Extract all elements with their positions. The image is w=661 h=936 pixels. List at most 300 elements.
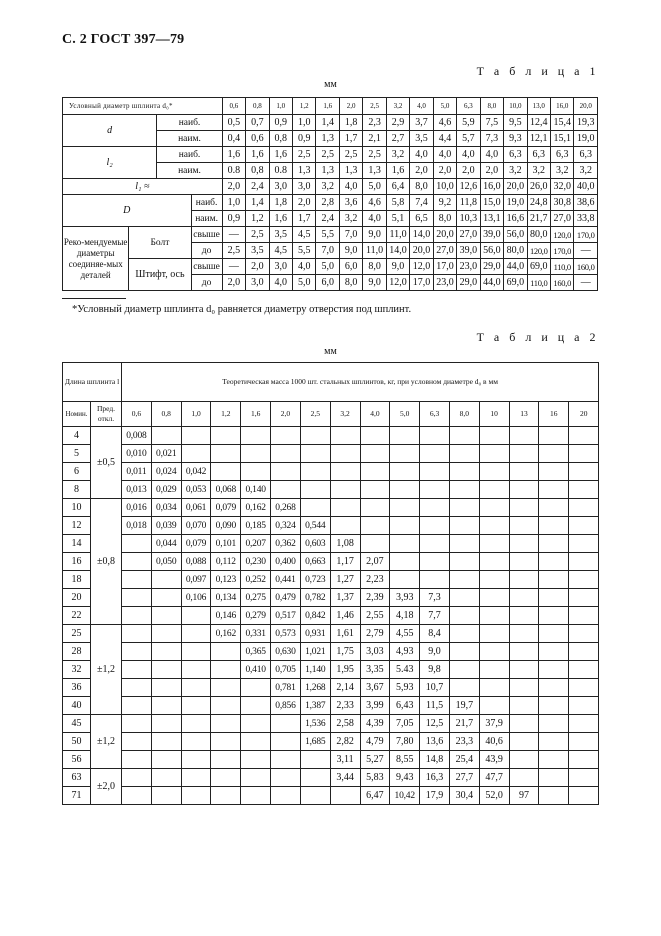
table2-header-row bbox=[63, 363, 599, 402]
table-cell: 6,0 bbox=[339, 259, 362, 275]
table-cell: 37,9 bbox=[479, 715, 509, 733]
table-cell bbox=[539, 661, 569, 679]
table-cell bbox=[479, 463, 509, 481]
table-cell bbox=[509, 517, 539, 535]
footnote: *Условный диаметр шплинта d₀ равняется диаметру отверстия под шплинт. bbox=[72, 304, 412, 315]
table2-length-cell: 4 bbox=[63, 427, 91, 445]
table2-row bbox=[63, 769, 599, 787]
table1-max-label: наиб. bbox=[157, 147, 222, 163]
table-cell: 7,05 bbox=[390, 715, 420, 733]
table-cell: 0,162 bbox=[241, 499, 271, 517]
table-cell: 0,842 bbox=[300, 607, 330, 625]
table2-tolerance-cell: ±0,8 bbox=[91, 499, 122, 625]
table2-tolerance-header: Пред. откл. bbox=[91, 402, 122, 427]
table-cell bbox=[539, 769, 569, 787]
table-cell bbox=[330, 787, 360, 805]
table-cell bbox=[509, 625, 539, 643]
table-cell: 1,3 bbox=[363, 163, 386, 179]
table-cell: 120,0 bbox=[551, 227, 574, 243]
table-cell: 6,43 bbox=[390, 697, 420, 715]
table-cell: 6,3 bbox=[527, 147, 550, 163]
table-cell: 1,0 bbox=[293, 115, 316, 131]
table-cell bbox=[449, 499, 479, 517]
table-cell: 1,387 bbox=[300, 697, 330, 715]
table2-row bbox=[63, 625, 599, 643]
table-cell: 1,685 bbox=[300, 733, 330, 751]
table1-diameter-header: 2,5 bbox=[363, 98, 386, 115]
table-cell: 2,33 bbox=[330, 697, 360, 715]
table-cell: 47,7 bbox=[479, 769, 509, 787]
table1-upto-label: до bbox=[191, 243, 222, 259]
table-cell: 1,3 bbox=[339, 163, 362, 179]
table1-diameter-header: 4,0 bbox=[410, 98, 433, 115]
table-cell: 3,2 bbox=[339, 211, 362, 227]
table2-row bbox=[63, 787, 599, 805]
table-cell bbox=[122, 571, 152, 589]
table2-length-cell: 8 bbox=[63, 481, 91, 499]
table-cell: 3,03 bbox=[360, 643, 390, 661]
table-cell: 4,0 bbox=[480, 147, 503, 163]
table-cell bbox=[449, 463, 479, 481]
table-cell: 52,0 bbox=[479, 787, 509, 805]
table-cell: 4,0 bbox=[269, 275, 292, 291]
table2-row bbox=[63, 661, 599, 679]
table-cell bbox=[211, 661, 241, 679]
table-cell: 1,021 bbox=[300, 643, 330, 661]
table-cell: 5,93 bbox=[390, 679, 420, 697]
table2-length-cell: 20 bbox=[63, 589, 91, 607]
table-cell bbox=[509, 481, 539, 499]
table2-row bbox=[63, 481, 599, 499]
table-cell bbox=[211, 445, 241, 463]
table-cell bbox=[479, 589, 509, 607]
table-cell: 14,0 bbox=[386, 243, 409, 259]
table2-header-row bbox=[63, 402, 599, 427]
table1-diameter-header: 1,6 bbox=[316, 98, 339, 115]
table-cell: 24,8 bbox=[527, 195, 550, 211]
table-cell bbox=[479, 571, 509, 589]
table-cell: 3,2 bbox=[316, 179, 339, 195]
table-cell bbox=[122, 607, 152, 625]
table-cell: 2,79 bbox=[360, 625, 390, 643]
table-cell: 20,0 bbox=[504, 179, 527, 195]
table-cell: 5,9 bbox=[457, 115, 480, 131]
table-cell bbox=[539, 697, 569, 715]
table-cell: 8,0 bbox=[339, 275, 362, 291]
table-cell bbox=[360, 535, 390, 553]
table2-diameter-header: 5,0 bbox=[390, 402, 420, 427]
table2-diameter-header: 2,0 bbox=[271, 402, 301, 427]
table-cell bbox=[569, 697, 599, 715]
table-cell: 40,0 bbox=[574, 179, 598, 195]
table-cell: 4,79 bbox=[360, 733, 390, 751]
table-cell: 2,5 bbox=[339, 147, 362, 163]
table-cell bbox=[509, 535, 539, 553]
table-cell bbox=[122, 535, 152, 553]
table2-row bbox=[63, 697, 599, 715]
table-cell bbox=[509, 499, 539, 517]
table1-row bbox=[63, 179, 598, 195]
table-cell bbox=[181, 427, 211, 445]
table-cell: 3,0 bbox=[293, 179, 316, 195]
table2-row bbox=[63, 463, 599, 481]
table-cell bbox=[151, 697, 181, 715]
table-cell bbox=[390, 481, 420, 499]
table-cell: 1,3 bbox=[316, 163, 339, 179]
table-cell: 2,0 bbox=[246, 259, 269, 275]
table-cell: 5,0 bbox=[316, 259, 339, 275]
table-cell: 2,14 bbox=[330, 679, 360, 697]
table-cell bbox=[569, 679, 599, 697]
table1-header-label: Условный диаметр шплинта d₀* bbox=[63, 98, 223, 115]
table-cell bbox=[271, 427, 301, 445]
table-cell bbox=[181, 787, 211, 805]
table-cell bbox=[181, 715, 211, 733]
table-cell: 9,3 bbox=[504, 131, 527, 147]
table-cell: 7,3 bbox=[420, 589, 450, 607]
table-cell bbox=[479, 535, 509, 553]
table-cell: 2,4 bbox=[316, 211, 339, 227]
table-cell bbox=[241, 697, 271, 715]
table-cell: 1,08 bbox=[330, 535, 360, 553]
table-cell: 3,0 bbox=[269, 259, 292, 275]
table-cell: 0,013 bbox=[122, 481, 152, 499]
table-cell: 3,93 bbox=[390, 589, 420, 607]
table-cell bbox=[122, 625, 152, 643]
table-cell: 21,7 bbox=[527, 211, 550, 227]
table1-diameter-header: 20,0 bbox=[574, 98, 598, 115]
table-cell bbox=[539, 589, 569, 607]
table-cell bbox=[211, 751, 241, 769]
table-cell bbox=[122, 589, 152, 607]
table-cell bbox=[300, 499, 330, 517]
table1-diameter-header: 0,6 bbox=[222, 98, 245, 115]
table-cell bbox=[151, 607, 181, 625]
table2-diameter-header: 0,6 bbox=[122, 402, 152, 427]
table-cell bbox=[539, 715, 569, 733]
table-cell bbox=[122, 733, 152, 751]
table1-diameter-header: 13,0 bbox=[527, 98, 550, 115]
table-cell bbox=[151, 427, 181, 445]
table-cell: 17,0 bbox=[433, 259, 456, 275]
table-cell: 0,856 bbox=[271, 697, 301, 715]
table-cell bbox=[479, 445, 509, 463]
table-cell: 2,5 bbox=[246, 227, 269, 243]
table-cell bbox=[569, 733, 599, 751]
table-cell: 5,5 bbox=[316, 227, 339, 243]
table-cell bbox=[181, 445, 211, 463]
table-cell bbox=[509, 643, 539, 661]
table2-length-cell: 12 bbox=[63, 517, 91, 535]
table-cell: 170,0 bbox=[551, 243, 574, 259]
table-cell: 1,17 bbox=[330, 553, 360, 571]
table2-diameter-header: 1,6 bbox=[241, 402, 271, 427]
table-cell: 0,101 bbox=[211, 535, 241, 553]
table-cell: 9,0 bbox=[363, 227, 386, 243]
table-cell bbox=[539, 481, 569, 499]
table-cell: 1,140 bbox=[300, 661, 330, 679]
table-cell: 0,034 bbox=[151, 499, 181, 517]
table-cell bbox=[509, 769, 539, 787]
table-cell bbox=[509, 427, 539, 445]
table-cell: 0,068 bbox=[211, 481, 241, 499]
table-cell: 4,0 bbox=[363, 211, 386, 227]
table-cell: 3,5 bbox=[269, 227, 292, 243]
table2-diameter-header: 13 bbox=[509, 402, 539, 427]
table-cell: 4,93 bbox=[390, 643, 420, 661]
table-cell bbox=[241, 445, 271, 463]
table-cell bbox=[211, 463, 241, 481]
footnote-rule bbox=[62, 298, 126, 299]
table-cell: 0,331 bbox=[241, 625, 271, 643]
table-cell: 8,4 bbox=[420, 625, 450, 643]
table-cell bbox=[271, 481, 301, 499]
table2-unit: мм bbox=[324, 346, 337, 357]
table-cell bbox=[569, 625, 599, 643]
table-cell: 3,44 bbox=[330, 769, 360, 787]
table-cell bbox=[479, 517, 509, 535]
table1-diameter-header: 8,0 bbox=[480, 98, 503, 115]
table-cell bbox=[479, 661, 509, 679]
table-cell: 1,7 bbox=[339, 131, 362, 147]
table-cell: 1,3 bbox=[293, 163, 316, 179]
table-cell bbox=[479, 625, 509, 643]
table-cell bbox=[539, 607, 569, 625]
table-cell bbox=[569, 571, 599, 589]
table-cell: 1,4 bbox=[316, 115, 339, 131]
table-cell bbox=[449, 589, 479, 607]
table-cell bbox=[569, 553, 599, 571]
table2-diameter-header: 20 bbox=[569, 402, 599, 427]
table-cell bbox=[569, 481, 599, 499]
table-cell bbox=[539, 787, 569, 805]
table-cell bbox=[211, 733, 241, 751]
table-cell: 3,0 bbox=[246, 275, 269, 291]
table2-diameter-header: 10 bbox=[479, 402, 509, 427]
table-cell: 44,0 bbox=[480, 275, 503, 291]
table-cell: 17,9 bbox=[420, 787, 450, 805]
table2-caption: Т а б л и ц а 2 bbox=[476, 330, 599, 344]
table-cell: 6,3 bbox=[504, 147, 527, 163]
table-cell: 2,5 bbox=[222, 243, 245, 259]
table-cell: 0,207 bbox=[241, 535, 271, 553]
table-cell: 2,4 bbox=[246, 179, 269, 195]
table2-row bbox=[63, 499, 599, 517]
table1-row bbox=[63, 115, 598, 131]
table-cell bbox=[300, 445, 330, 463]
table-cell bbox=[449, 481, 479, 499]
table-cell bbox=[449, 427, 479, 445]
table-cell: 0,146 bbox=[211, 607, 241, 625]
table-cell: 5,0 bbox=[293, 275, 316, 291]
table-cell: 0,140 bbox=[241, 481, 271, 499]
table-cell: 33,8 bbox=[574, 211, 598, 227]
table-cell: 5,8 bbox=[386, 195, 409, 211]
table-cell: 30,8 bbox=[551, 195, 574, 211]
table-cell: 4,4 bbox=[433, 131, 456, 147]
table-cell bbox=[122, 553, 152, 571]
table-cell: 0,781 bbox=[271, 679, 301, 697]
table-cell: 9,8 bbox=[420, 661, 450, 679]
table-cell bbox=[330, 463, 360, 481]
table-cell: 4,0 bbox=[410, 147, 433, 163]
table2-row bbox=[63, 751, 599, 769]
table2-length-cell: 25 bbox=[63, 625, 91, 643]
table-cell bbox=[569, 589, 599, 607]
table-cell: 0,400 bbox=[271, 553, 301, 571]
table-cell: 0,011 bbox=[122, 463, 152, 481]
table-cell bbox=[509, 661, 539, 679]
table-cell: 0,039 bbox=[151, 517, 181, 535]
table-cell bbox=[479, 697, 509, 715]
table1-pin-label: Штифт, ось bbox=[129, 259, 191, 291]
table2-row bbox=[63, 715, 599, 733]
table2-length-cell: 63 bbox=[63, 769, 91, 787]
table-cell bbox=[390, 553, 420, 571]
table-cell: 110,0 bbox=[527, 275, 550, 291]
table-cell: 7,5 bbox=[480, 115, 503, 131]
table-cell: 27,0 bbox=[551, 211, 574, 227]
table2-diameter-header: 0,8 bbox=[151, 402, 181, 427]
table-cell: 0,705 bbox=[271, 661, 301, 679]
table-cell: 26,0 bbox=[527, 179, 550, 195]
table-cell: 4,0 bbox=[457, 147, 480, 163]
table-cell bbox=[122, 661, 152, 679]
table-cell: 0,324 bbox=[271, 517, 301, 535]
table-cell: 0,090 bbox=[211, 517, 241, 535]
table-cell: 15,1 bbox=[551, 131, 574, 147]
table2-length-cell: 32 bbox=[63, 661, 91, 679]
table-cell bbox=[569, 517, 599, 535]
table-cell: 5,7 bbox=[457, 131, 480, 147]
table-cell: 29,0 bbox=[480, 259, 503, 275]
table1 bbox=[62, 97, 598, 291]
table2-diameter-header: 6,3 bbox=[420, 402, 450, 427]
table-cell: 0,544 bbox=[300, 517, 330, 535]
table-cell bbox=[122, 715, 152, 733]
table1-diameter-header: 1,0 bbox=[269, 98, 292, 115]
table-cell: 2,58 bbox=[330, 715, 360, 733]
table-cell: 1,6 bbox=[386, 163, 409, 179]
table-cell: 1,6 bbox=[222, 147, 245, 163]
table-cell: 0,024 bbox=[151, 463, 181, 481]
table-cell bbox=[509, 679, 539, 697]
table-cell bbox=[569, 769, 599, 787]
table-cell bbox=[151, 661, 181, 679]
table-cell bbox=[271, 787, 301, 805]
table2-diameter-header: 1,2 bbox=[211, 402, 241, 427]
table-cell: 0,162 bbox=[211, 625, 241, 643]
table-cell bbox=[300, 787, 330, 805]
table-cell: 5,83 bbox=[360, 769, 390, 787]
table2-row bbox=[63, 535, 599, 553]
table-cell: 6,4 bbox=[386, 179, 409, 195]
table-cell: 38,6 bbox=[574, 195, 598, 211]
table-cell bbox=[479, 499, 509, 517]
table-cell: 9,0 bbox=[363, 275, 386, 291]
table-cell bbox=[569, 445, 599, 463]
table-cell bbox=[181, 607, 211, 625]
table-cell bbox=[509, 715, 539, 733]
table1-param-label: l₁ ≈ bbox=[63, 179, 223, 195]
table-cell: 5.43 bbox=[390, 661, 420, 679]
table2-diameter-header: 2,5 bbox=[300, 402, 330, 427]
table-cell: 1,2 bbox=[246, 211, 269, 227]
table-cell bbox=[300, 751, 330, 769]
table-cell bbox=[211, 427, 241, 445]
table-cell bbox=[479, 607, 509, 625]
table-cell: 10,42 bbox=[390, 787, 420, 805]
table-cell: 0,042 bbox=[181, 463, 211, 481]
table2-tolerance-cell: ±1,2 bbox=[91, 625, 122, 715]
table-cell bbox=[449, 553, 479, 571]
table-cell: 1,268 bbox=[300, 679, 330, 697]
table-cell: 3,2 bbox=[574, 163, 598, 179]
table1-min-label: наим. bbox=[191, 211, 222, 227]
table-cell bbox=[390, 535, 420, 553]
table-cell bbox=[479, 427, 509, 445]
table1-param-label: d bbox=[63, 115, 157, 147]
table1-min-label: наим. bbox=[157, 131, 222, 147]
table2-diameter-header: 4,0 bbox=[360, 402, 390, 427]
table-cell: 9,2 bbox=[433, 195, 456, 211]
table-cell: 2,1 bbox=[363, 131, 386, 147]
table-cell: 3,11 bbox=[330, 751, 360, 769]
table-cell: 0,5 bbox=[222, 115, 245, 131]
table-cell: 3,2 bbox=[527, 163, 550, 179]
table-cell: 0,517 bbox=[271, 607, 301, 625]
table-cell bbox=[360, 445, 390, 463]
table-cell bbox=[211, 769, 241, 787]
table-cell: 3,2 bbox=[551, 163, 574, 179]
table-cell: 11,0 bbox=[386, 227, 409, 243]
table-cell: 6,3 bbox=[551, 147, 574, 163]
table2 bbox=[62, 362, 599, 805]
table2-length-cell: 28 bbox=[63, 643, 91, 661]
table-cell: 7,0 bbox=[339, 227, 362, 243]
table-cell bbox=[122, 643, 152, 661]
table-cell: 19,7 bbox=[449, 697, 479, 715]
table-cell: 5,1 bbox=[386, 211, 409, 227]
table-cell: 4,5 bbox=[269, 243, 292, 259]
table-cell: 16,3 bbox=[420, 769, 450, 787]
table-cell bbox=[181, 679, 211, 697]
table-cell: 4,39 bbox=[360, 715, 390, 733]
table-cell: 9,0 bbox=[339, 243, 362, 259]
table-cell: 11,5 bbox=[420, 697, 450, 715]
table1-diameter-header: 5,0 bbox=[433, 98, 456, 115]
table2-length-cell: 45 bbox=[63, 715, 91, 733]
table-cell: 1,75 bbox=[330, 643, 360, 661]
table-cell: 0,441 bbox=[271, 571, 301, 589]
table-cell bbox=[539, 571, 569, 589]
table-cell: 160,0 bbox=[574, 259, 598, 275]
table-cell: 8,0 bbox=[410, 179, 433, 195]
table-cell bbox=[151, 571, 181, 589]
table-cell: 3,67 bbox=[360, 679, 390, 697]
table-cell bbox=[509, 697, 539, 715]
table-cell: 1,6 bbox=[246, 147, 269, 163]
table-cell: 0,123 bbox=[211, 571, 241, 589]
table-cell: 17,0 bbox=[410, 275, 433, 291]
table-cell bbox=[509, 463, 539, 481]
table-cell: 27,0 bbox=[457, 227, 480, 243]
table-cell: 0,021 bbox=[151, 445, 181, 463]
table-cell: 0,268 bbox=[271, 499, 301, 517]
table-cell bbox=[360, 463, 390, 481]
table-cell: 2,5 bbox=[293, 147, 316, 163]
table-cell: 1,0 bbox=[222, 195, 245, 211]
